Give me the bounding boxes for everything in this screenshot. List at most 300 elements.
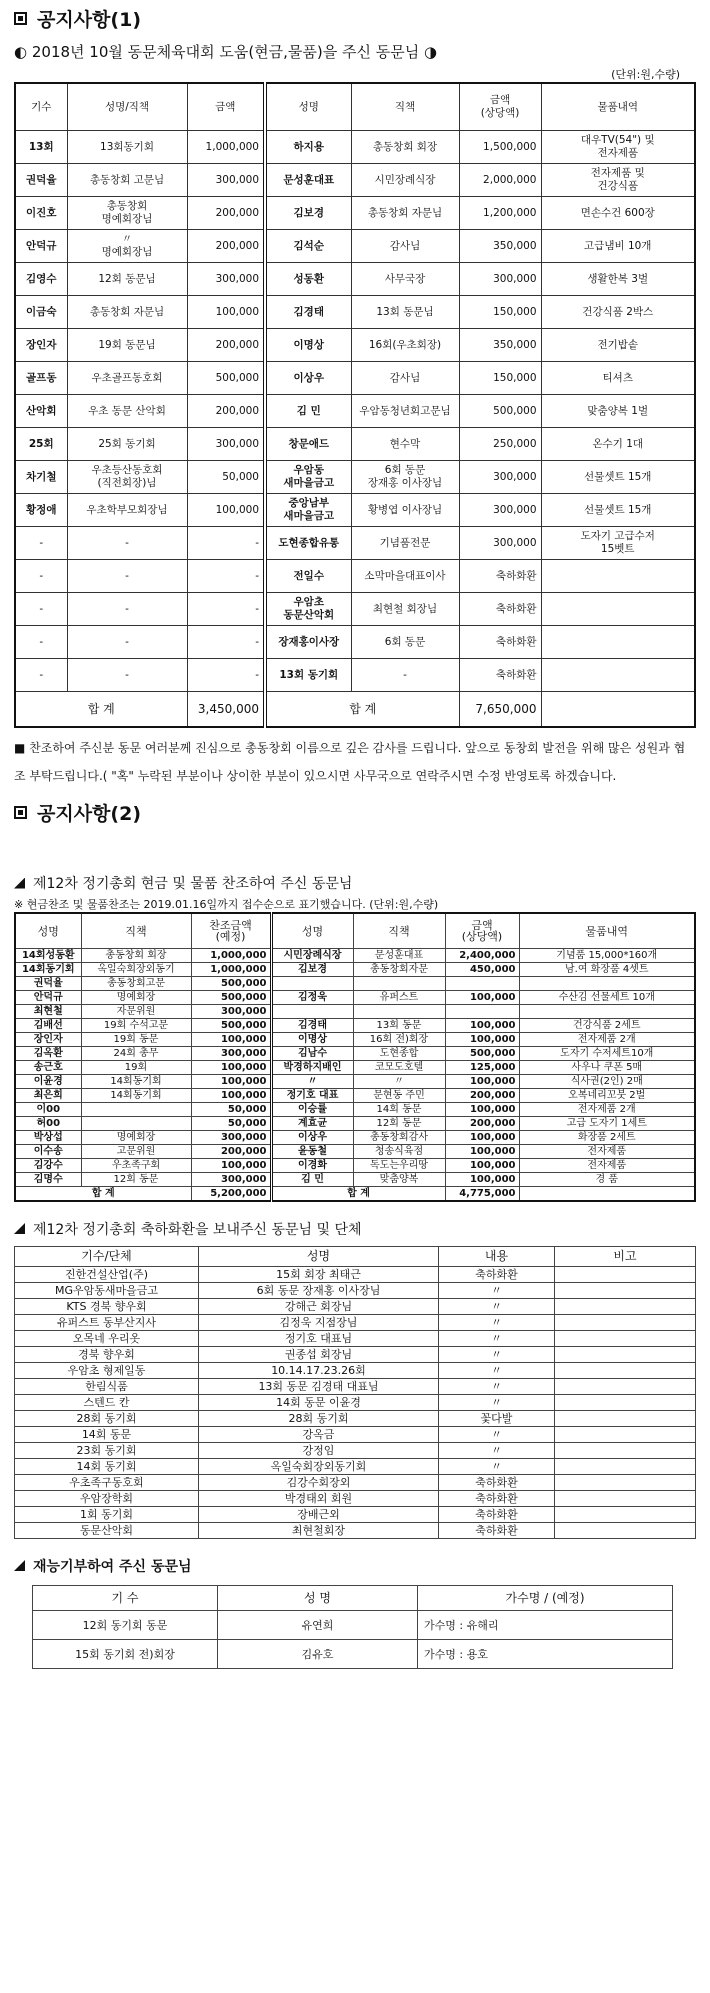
table-cell: 14회동기회 <box>81 1075 191 1089</box>
table-cell <box>541 626 695 659</box>
section2-heading-donations: 제12차 정기총회 현금 및 물품 찬조하여 주신 동문님 <box>14 870 696 896</box>
table-cell: 100,000 <box>445 991 519 1005</box>
table-cell: 김보경 <box>271 963 353 977</box>
table-cell: 14회동기회 <box>81 1089 191 1103</box>
table-cell: 12회 동문 <box>81 1173 191 1187</box>
total-row <box>15 692 695 728</box>
column-header: 금액 <box>187 83 265 131</box>
table-cell: 전기밥솥 <box>541 329 695 362</box>
table-cell <box>519 977 695 991</box>
table-cell: 이명상 <box>265 329 351 362</box>
table-cell: - <box>67 593 187 626</box>
table-cell: 200,000 <box>445 1117 519 1131</box>
table-row <box>15 461 695 494</box>
table-cell: 명예회장 <box>81 991 191 1005</box>
table-cell: 독도는우리땅 <box>353 1159 445 1173</box>
table-cell: 15회 회장 최태근 <box>199 1266 439 1282</box>
table-row <box>15 1005 695 1019</box>
table-cell: 14회 동문 이윤경 <box>199 1394 439 1410</box>
table-row <box>15 626 695 659</box>
table-cell: 150,000 <box>459 362 541 395</box>
table-cell: 식사권(2인) 2매 <box>519 1075 695 1089</box>
table-cell: 계효균 <box>271 1117 353 1131</box>
table-cell: 전자제품 <box>519 1145 695 1159</box>
column-header: 가수명 / (예정) <box>418 1585 673 1610</box>
table-cell: 28회 동기회 <box>15 1410 199 1426</box>
table-cell: 강해근 회장님 <box>199 1298 439 1314</box>
table-cell: 14회 동문 <box>353 1103 445 1117</box>
table-cell: 수산김 선물세트 10개 <box>519 991 695 1005</box>
table-cell: 대우TV(54") 및 전자제품 <box>541 131 695 164</box>
table-cell: 총동창회 회장 <box>81 949 191 963</box>
table-cell: 총동창회고문 <box>81 977 191 991</box>
table-row <box>15 560 695 593</box>
table-cell: 정기호 대표 <box>271 1089 353 1103</box>
table-cell <box>271 1005 353 1019</box>
table-cell: 축하화환 <box>459 626 541 659</box>
total-row <box>15 1187 695 1201</box>
table-cell: 300,000 <box>191 1131 271 1145</box>
table-cell: 500,000 <box>459 395 541 428</box>
table-cell: 하지용 <box>265 131 351 164</box>
table-cell: 〃 <box>271 1075 353 1089</box>
table-cell: 남.여 화장품 4셋트 <box>519 963 695 977</box>
table-row <box>15 1089 695 1103</box>
table-cell: 1,500,000 <box>459 131 541 164</box>
section1-note: ■ 찬조하여 주신분 동문 여러분께 진심으로 총동창회 이름으로 깊은 감사를 드립니다. 앞으로 동창회 발전을 위해 많은 성원과 협조 부탁드립니다.( "혹" 누락된 부분이나 상이한 부분이 있으시면 사무국으로 연락주시면 수정 반영토록 하겠습니다. <box>14 741 686 783</box>
table-cell: 고급 도자기 1세트 <box>519 1117 695 1131</box>
table-cell: 가수명 : 용호 <box>418 1639 673 1668</box>
table-cell: 옥일숙회장외동기회 <box>199 1458 439 1474</box>
table-cell: - <box>15 527 67 560</box>
table-row <box>15 1426 696 1442</box>
table-cell: 100,000 <box>191 1089 271 1103</box>
table-cell: 선물셋트 15개 <box>541 461 695 494</box>
table-cell: 100,000 <box>191 1075 271 1089</box>
table-cell: 50,000 <box>191 1117 271 1131</box>
table-cell: 〃 <box>439 1314 555 1330</box>
table-cell: 50,000 <box>191 1103 271 1117</box>
table-cell: 도자기 수저세트10개 <box>519 1047 695 1061</box>
table-cell: 면손수건 600장 <box>541 197 695 230</box>
table-cell: 사우나 쿠폰 5매 <box>519 1061 695 1075</box>
column-header: 금액 (상당액) <box>459 83 541 131</box>
table-cell: 이상우 <box>265 362 351 395</box>
table-cell: MG우암동새마을금고 <box>15 1282 199 1298</box>
table-cell: 차기철 <box>15 461 67 494</box>
table-cell: 1,000,000 <box>191 949 271 963</box>
column-header: 성명 <box>15 913 81 949</box>
table-cell: - <box>187 659 265 692</box>
table-cell: 화장품 2세트 <box>519 1131 695 1145</box>
table-cell: 〃 <box>439 1378 555 1394</box>
table-cell: 이경화 <box>271 1159 353 1173</box>
table-row <box>15 1330 696 1346</box>
table-cell: 〃 <box>439 1282 555 1298</box>
table-cell: 온수기 1대 <box>541 428 695 461</box>
table-cell: 6회 동문 <box>351 626 459 659</box>
table-cell: 김경태 <box>265 296 351 329</box>
table-cell: 우초골프동호회 <box>67 362 187 395</box>
table-cell <box>555 1410 696 1426</box>
square-icon <box>14 12 27 25</box>
table-cell: 청송식육점 <box>353 1145 445 1159</box>
table-row <box>15 494 695 527</box>
table-cell: 김정욱 <box>271 991 353 1005</box>
table-cell: 현수막 <box>351 428 459 461</box>
table-cell: - <box>15 560 67 593</box>
table-row <box>15 1298 696 1314</box>
table-cell <box>519 1187 695 1201</box>
triangle-icon <box>14 1223 25 1234</box>
table-cell: 성동환 <box>265 263 351 296</box>
table-cell: 우암초 형제일동 <box>15 1362 199 1378</box>
column-header: 찬조금액 (예정) <box>191 913 271 949</box>
column-header: 성명/직책 <box>67 83 187 131</box>
table-row <box>15 1117 695 1131</box>
table-cell: 전일수 <box>265 560 351 593</box>
total-label: 합 계 <box>15 1187 191 1201</box>
table-cell: 명예회장 <box>81 1131 191 1145</box>
column-header: 기수 <box>15 83 67 131</box>
table-cell: 19회 <box>81 1061 191 1075</box>
table-cell: 경 품 <box>519 1173 695 1187</box>
table-row <box>15 1103 695 1117</box>
table-row <box>15 1266 696 1282</box>
table-row <box>15 1410 696 1426</box>
table-cell: 〃 <box>439 1426 555 1442</box>
section1-title: 공지사항(1) <box>14 0 696 36</box>
table-cell: 김정욱 지점장님 <box>199 1314 439 1330</box>
section2-heading-talent: 재능기부하여 주신 동문님 <box>14 1553 696 1579</box>
table-cell: 김보경 <box>265 197 351 230</box>
table-cell: - <box>15 593 67 626</box>
table-cell <box>541 593 695 626</box>
table-cell: 〃 <box>439 1442 555 1458</box>
table-row <box>15 1033 695 1047</box>
table-cell <box>555 1394 696 1410</box>
table-cell: 권종섭 회장님 <box>199 1346 439 1362</box>
table-cell: 최현철 회장님 <box>351 593 459 626</box>
table-row <box>15 949 695 963</box>
table-cell: 강옥금 <box>199 1426 439 1442</box>
table-cell: 오복네리꼬붓 2벌 <box>519 1089 695 1103</box>
table-cell: - <box>187 560 265 593</box>
table-row <box>15 991 695 1005</box>
table-cell: 맞춤양복 1벌 <box>541 395 695 428</box>
table-cell: 총동창회 고문님 <box>67 164 187 197</box>
table-cell: 300,000 <box>187 164 265 197</box>
table-cell: 100,000 <box>445 1075 519 1089</box>
total-left: 3,450,000 <box>187 692 265 728</box>
table-cell: 100,000 <box>191 1159 271 1173</box>
table-cell <box>555 1266 696 1282</box>
table-cell: 권덕율 <box>15 164 67 197</box>
table-cell: 권덕율 <box>15 977 81 991</box>
table-cell: 김경태 <box>271 1019 353 1033</box>
table-cell: 감사님 <box>351 362 459 395</box>
table-row <box>15 1075 695 1089</box>
table-cell <box>81 1103 191 1117</box>
table-cell: 300,000 <box>191 1047 271 1061</box>
table-cell: 고급냄비 10개 <box>541 230 695 263</box>
table-row <box>15 131 695 164</box>
section2-title: 공지사항(2) <box>14 794 696 830</box>
table-cell: 500,000 <box>187 362 265 395</box>
table-cell: 축하화환 <box>439 1474 555 1490</box>
table-cell: 25회 동기회 <box>67 428 187 461</box>
table-cell: 우암동청년회고문님 <box>351 395 459 428</box>
table-cell <box>555 1458 696 1474</box>
table-cell <box>271 977 353 991</box>
table-cell: 황정애 <box>15 494 67 527</box>
table-cell: 문성훈대표 <box>353 949 445 963</box>
table-cell: 500,000 <box>445 1047 519 1061</box>
table-cell: 스텐드 칸 <box>15 1394 199 1410</box>
table-cell <box>81 1117 191 1131</box>
table-cell: 〃 <box>439 1330 555 1346</box>
table-row <box>15 1061 695 1075</box>
table-row <box>15 296 695 329</box>
table-cell: 우암동 새마을금고 <box>265 461 351 494</box>
table-cell <box>555 1490 696 1506</box>
table-cell: 12회 동기회 동문 <box>33 1610 218 1639</box>
table-cell: 300,000 <box>459 527 541 560</box>
table-cell: 12회 동문님 <box>67 263 187 296</box>
table-row <box>15 1490 696 1506</box>
table-cell: 자문위원 <box>81 1005 191 1019</box>
table-cell: 골프동 <box>15 362 67 395</box>
square-icon <box>14 806 27 819</box>
table-cell <box>541 659 695 692</box>
table-cell: 이승률 <box>271 1103 353 1117</box>
table-cell: 23회 동기회 <box>15 1442 199 1458</box>
column-header: 기수/단체 <box>15 1246 199 1266</box>
table-cell: 안덕규 <box>15 230 67 263</box>
table-cell: 중앙남부 새마을금고 <box>265 494 351 527</box>
table-cell: 14회 동기회 <box>15 1458 199 1474</box>
table-cell: 고문위원 <box>81 1145 191 1159</box>
table-row <box>33 1639 673 1668</box>
table-cell: 진한건설산업(주) <box>15 1266 199 1282</box>
table-cell: - <box>67 626 187 659</box>
table-cell: 6회 동문 장재홍 이사장님 <box>199 1282 439 1298</box>
table-cell <box>555 1506 696 1522</box>
table-cell <box>541 692 695 728</box>
table-cell: 도현종합유통 <box>265 527 351 560</box>
table-cell: - <box>187 527 265 560</box>
table-cell: 300,000 <box>187 428 265 461</box>
table-cell: 기념품전문 <box>351 527 459 560</box>
table-cell <box>353 1005 445 1019</box>
table-cell: 창문애드 <box>265 428 351 461</box>
column-header: 직책 <box>351 83 459 131</box>
table-cell: 송근호 <box>15 1061 81 1075</box>
table-cell: 6회 동문 장재홍 이사장님 <box>351 461 459 494</box>
table-cell: 문성훈대표 <box>265 164 351 197</box>
table-row <box>15 1522 696 1538</box>
table-cell: 축하화환 <box>459 659 541 692</box>
table-cell <box>555 1378 696 1394</box>
table-cell: 이진호 <box>15 197 67 230</box>
table-cell: 〃 <box>439 1362 555 1378</box>
table-cell: 전자제품 <box>519 1159 695 1173</box>
table-row <box>15 428 695 461</box>
wreath-table <box>14 1246 696 1539</box>
table-cell <box>555 1330 696 1346</box>
table-cell: 350,000 <box>459 230 541 263</box>
table-cell: 300,000 <box>187 263 265 296</box>
table-cell: 김석순 <box>265 230 351 263</box>
table-cell: 우초등산동호회 (직전회장)님 <box>67 461 187 494</box>
table-cell: 박경하지배인 <box>271 1061 353 1075</box>
table-cell: - <box>351 659 459 692</box>
table-cell: 김옥환 <box>15 1047 81 1061</box>
table-cell: 100,000 <box>445 1131 519 1145</box>
table-cell: 〃 <box>439 1298 555 1314</box>
total-label: 합 계 <box>15 692 187 728</box>
table-cell: 최현철회장 <box>199 1522 439 1538</box>
table-cell: 24회 총무 <box>81 1047 191 1061</box>
table-cell: 총동창회 명예회장님 <box>67 197 187 230</box>
table-cell: 28회 동기회 <box>199 1410 439 1426</box>
table-cell: 축하화환 <box>439 1522 555 1538</box>
table-cell: 14회성동환 <box>15 949 81 963</box>
table-cell: 맞춤양복 <box>353 1173 445 1187</box>
table-cell: 축하화환 <box>459 560 541 593</box>
table-cell: 김배선 <box>15 1019 81 1033</box>
table-row <box>15 1458 696 1474</box>
table-cell: 사무국장 <box>351 263 459 296</box>
table-cell: 장인자 <box>15 1033 81 1047</box>
table-cell <box>555 1298 696 1314</box>
table-cell: 우초족구회 <box>81 1159 191 1173</box>
table-cell: 13회동기회 <box>67 131 187 164</box>
table-row <box>15 963 695 977</box>
table-cell: 13회 동기회 <box>265 659 351 692</box>
table-cell: 꽃다발 <box>439 1410 555 1426</box>
section1-subtitle: ◐ 2018년 10월 동문체육대회 도움(현금,물품)을 주신 동문님 ◑ <box>14 42 438 61</box>
table-cell <box>555 1426 696 1442</box>
table-row <box>15 1378 696 1394</box>
table-row <box>15 977 695 991</box>
table-cell <box>519 1005 695 1019</box>
table-cell: 100,000 <box>191 1033 271 1047</box>
table-row <box>15 164 695 197</box>
table-cell: 〃 <box>439 1458 555 1474</box>
table-cell: 전자제품 2개 <box>519 1103 695 1117</box>
table-cell: 감사님 <box>351 230 459 263</box>
table-row <box>15 1474 696 1490</box>
table-cell: 1,000,000 <box>187 131 265 164</box>
table-cell: 2,400,000 <box>445 949 519 963</box>
table-row <box>15 362 695 395</box>
table-cell: 100,000 <box>187 296 265 329</box>
table-cell: 총동창회 자문님 <box>67 296 187 329</box>
table-cell: KTS 경북 향우회 <box>15 1298 199 1314</box>
table-cell: 1,000,000 <box>191 963 271 977</box>
table-cell <box>555 1314 696 1330</box>
table-cell: 시민장례식장 <box>351 164 459 197</box>
table-cell: 13회 동문님 <box>351 296 459 329</box>
table-row <box>15 659 695 692</box>
column-header: 성 명 <box>218 1585 418 1610</box>
column-header: 내용 <box>439 1246 555 1266</box>
table-cell: 선물셋트 15개 <box>541 494 695 527</box>
table-cell <box>555 1474 696 1490</box>
table-cell: 300,000 <box>459 494 541 527</box>
table-cell: 14회 동문 <box>15 1426 199 1442</box>
table-row <box>33 1610 673 1639</box>
table-cell: 300,000 <box>459 461 541 494</box>
table-cell: 450,000 <box>445 963 519 977</box>
table-cell: 전자제품 2개 <box>519 1033 695 1047</box>
table-cell: 16회(우초회장) <box>351 329 459 362</box>
table-row <box>15 1362 696 1378</box>
table-cell: 100,000 <box>445 1103 519 1117</box>
table-cell: - <box>15 626 67 659</box>
table-cell: 황병엽 이사장님 <box>351 494 459 527</box>
table-cell: 125,000 <box>445 1061 519 1075</box>
table-cell: 윤동철 <box>271 1145 353 1159</box>
table-cell: 〃 <box>439 1346 555 1362</box>
table-cell: 200,000 <box>187 197 265 230</box>
table-cell: 1회 동기회 <box>15 1506 199 1522</box>
table-cell <box>445 1005 519 1019</box>
table-row <box>15 197 695 230</box>
table-cell: 축하화환 <box>439 1506 555 1522</box>
table-cell: 〃 <box>353 1075 445 1089</box>
column-header: 물품내역 <box>541 83 695 131</box>
section1-unit: (단위:원,수량) <box>611 68 680 81</box>
table-cell: 200,000 <box>187 329 265 362</box>
table-cell: 최현철 <box>15 1005 81 1019</box>
table-cell: - <box>67 527 187 560</box>
table-cell: 시민장례식장 <box>271 949 353 963</box>
table-cell: 김영수 <box>15 263 67 296</box>
table-row <box>15 1394 696 1410</box>
table-cell: 100,000 <box>445 1145 519 1159</box>
table-cell: - <box>187 626 265 659</box>
table-cell: 총동창회자문 <box>353 963 445 977</box>
total-right: 7,650,000 <box>459 692 541 728</box>
table-cell: 유퍼스트 <box>353 991 445 1005</box>
table-cell: 우암장학회 <box>15 1490 199 1506</box>
table-row <box>15 1282 696 1298</box>
column-header: 금액 (상당액) <box>445 913 519 949</box>
table-cell: 100,000 <box>191 1061 271 1075</box>
table-cell: 경북 향우회 <box>15 1346 199 1362</box>
total-left: 5,200,000 <box>191 1187 271 1201</box>
table-cell: 소막마을대표이사 <box>351 560 459 593</box>
table-cell <box>555 1282 696 1298</box>
table-cell: 12회 동문 <box>353 1117 445 1131</box>
section2-heading-wreaths: 제12차 정기총회 축하화환을 보내주신 동문님 및 단체 <box>14 1216 696 1242</box>
donation-table-2019 <box>14 912 696 1202</box>
table-cell: 강정임 <box>199 1442 439 1458</box>
total-label: 합 계 <box>271 1187 445 1201</box>
section2-note: ※ 현금찬조 및 물품찬조는 2019.01.16일까지 접수순으로 표기했습니다. (단위:원,수량) <box>14 898 439 911</box>
table-row <box>15 1047 695 1061</box>
table-cell: 동문산악회 <box>15 1522 199 1538</box>
table-cell <box>541 560 695 593</box>
table-cell: 박상섭 <box>15 1131 81 1145</box>
table-cell: 300,000 <box>191 1005 271 1019</box>
table-cell: 김강수 <box>15 1159 81 1173</box>
table-row <box>15 230 695 263</box>
table-cell: 우초학부모회장님 <box>67 494 187 527</box>
table-cell: 300,000 <box>459 263 541 296</box>
